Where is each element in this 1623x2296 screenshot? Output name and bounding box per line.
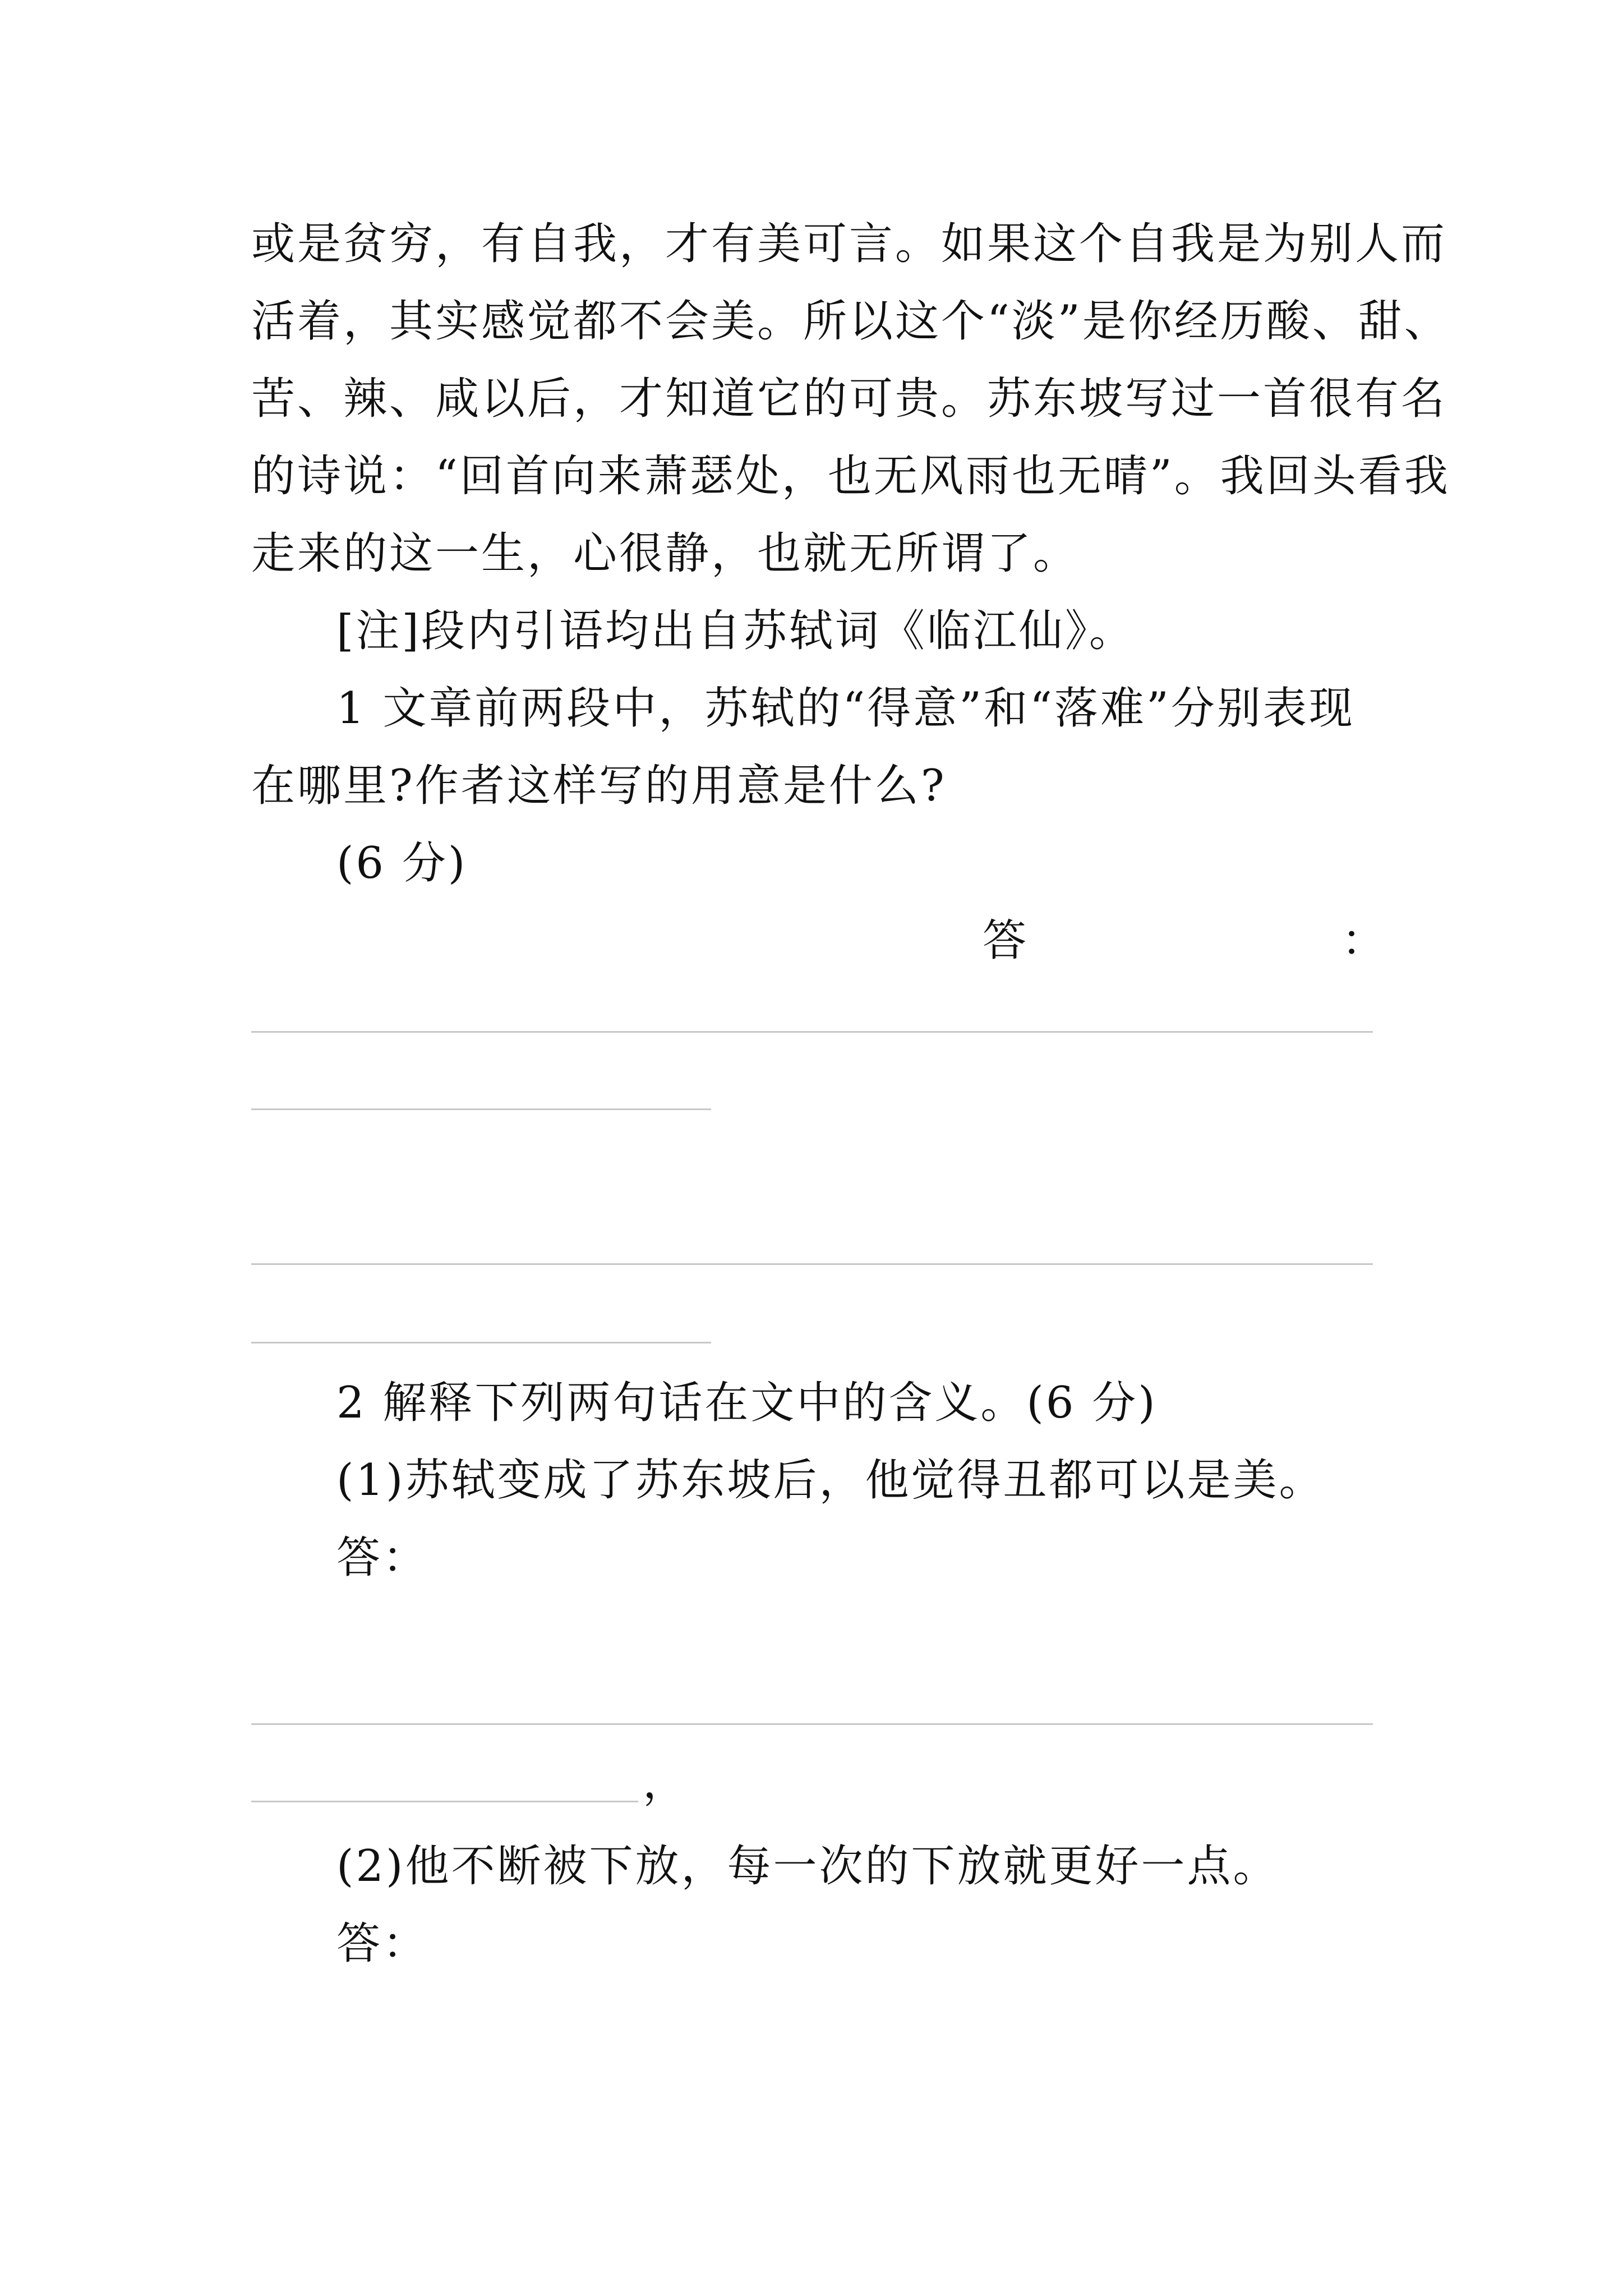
paragraph-line-1: 或是贫穷，有自我，才有美可言。如果这个自我是为别人而 bbox=[251, 219, 1447, 269]
answer-colon: ： bbox=[1341, 915, 1386, 966]
answer-line[interactable] bbox=[251, 1263, 1373, 1265]
paragraph-line-3: 苦、辣、咸以后，才知道它的可贵。苏东坡写过一首很有名 bbox=[251, 374, 1447, 424]
paragraph-line-4: 的诗说：“回首向来萧瑟处，也无风雨也无晴”。我回头看我 bbox=[251, 451, 1450, 501]
answer-line[interactable] bbox=[251, 1031, 1373, 1033]
trailing-comma: ， bbox=[643, 1757, 687, 1808]
question-2-sub-1: (1)苏轼变成了苏东坡后，他觉得丑都可以是美。 bbox=[336, 1455, 1325, 1506]
answer-line[interactable] bbox=[251, 1108, 711, 1110]
question-1-score: (6 分) bbox=[336, 838, 468, 889]
question-2-answer-2-label: 答： bbox=[336, 1918, 429, 1969]
question-1-line-1: 1 文章前两段中，苏轼的“得意”和“落难”分别表现 bbox=[336, 683, 1355, 734]
question-2-prompt: 2 解释下列两句话在文中的含义。(6 分) bbox=[336, 1378, 1158, 1428]
question-1-line-2: 在哪里?作者这样写的用意是什么? bbox=[251, 761, 947, 811]
answer-label: 答 bbox=[983, 915, 1027, 966]
paragraph-line-2: 活着，其实感觉都不会美。所以这个“淡”是你经历酸、甜、 bbox=[251, 296, 1450, 347]
note: [注]段内引语均出自苏轼词《临江仙》。 bbox=[336, 606, 1135, 656]
question-2-answer-1-label: 答： bbox=[336, 1533, 429, 1583]
answer-line[interactable] bbox=[251, 1342, 711, 1343]
paragraph-line-5: 走来的这一生，心很静，也就无所谓了。 bbox=[251, 528, 1080, 579]
answer-line[interactable] bbox=[251, 1723, 1373, 1725]
answer-line[interactable] bbox=[251, 1801, 638, 1802]
question-2-sub-2: (2)他不断被下放，每一次的下放就更好一点。 bbox=[336, 1841, 1279, 1892]
